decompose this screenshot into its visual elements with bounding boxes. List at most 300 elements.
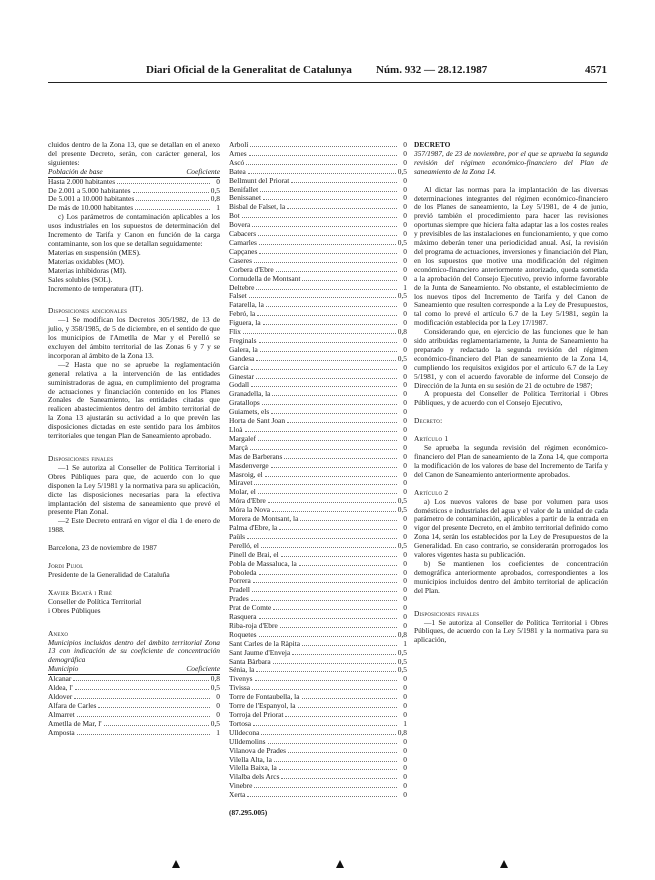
table-row [229, 417, 407, 426]
row-label: De 5.001 a 10.000 habitantes [48, 194, 135, 204]
dot-leader [248, 173, 396, 174]
row-label: Vilella Alta, la [229, 754, 272, 764]
dot-leader [272, 511, 396, 512]
row-value: 0 [403, 140, 407, 149]
dot-leader [256, 378, 397, 379]
table-row [48, 729, 220, 738]
row-label: Prat de Comte [229, 603, 272, 613]
dot-leader [250, 146, 397, 147]
row-value: 0 [403, 514, 407, 524]
preamble-2: Considerando que, en ejercicio de las funciones que le han sido atribuidas reglamentariamente, la Junta de Saneamiento ha preparado y redactado la segunda revisión del régimen económico-financiero del Plan de saneamiento de la Zona 14, cumpliendo los requisitos exigidos por el artículo 6.7 de la Ley 5/1981, y con el acuerdo favorable de informe del Consejo de Dirección de la Junta en su sesión de 21 de octubre de 1987; [414, 327, 608, 390]
row-label: Ginestar [229, 371, 255, 381]
row-value: 0,5 [210, 718, 220, 728]
parameter-list [48, 249, 220, 294]
row-label: Fatarella, la [229, 300, 264, 310]
row-value: 0,8 [397, 327, 407, 337]
table-row [229, 301, 407, 310]
row-value: 0 [403, 692, 407, 702]
row-label: Pinell de Brai, el [229, 549, 279, 559]
table-row [229, 569, 407, 578]
dot-leader [117, 183, 210, 184]
row-value: 1 [403, 718, 407, 728]
issue-number: Núm. 932 — 28.12.1987 [376, 64, 488, 76]
row-value: 0,5 [397, 505, 407, 515]
dot-leader [279, 529, 397, 530]
row-label: Alfara de Carles [48, 700, 97, 710]
row-label: Vilanova de Prades [229, 745, 287, 755]
dot-leader [288, 752, 397, 753]
row-value: 0 [403, 736, 407, 746]
dot-leader [261, 547, 396, 548]
table-row [48, 684, 220, 693]
row-value: 0,5 [397, 665, 407, 675]
dot-leader [256, 289, 397, 290]
row-value: 0 [403, 220, 407, 230]
table-row [48, 675, 220, 684]
dot-leader [268, 502, 396, 503]
dot-leader [258, 235, 397, 236]
dot-leader [251, 600, 397, 601]
row-value: 0,8 [397, 629, 407, 639]
dot-leader [251, 369, 397, 370]
row-label: Bellmunt del Priorat [229, 175, 290, 185]
row-label: Hasta 2.000 habitantes [48, 176, 116, 186]
dot-leader [265, 476, 397, 477]
row-value: 0 [403, 157, 407, 167]
dot-leader [300, 520, 397, 521]
row-label: Falset [229, 291, 247, 301]
row-value: 0 [403, 148, 407, 158]
row-value: 0 [403, 585, 407, 595]
table-row [229, 675, 407, 684]
dot-leader [243, 333, 396, 334]
row-value: 1 [403, 282, 407, 292]
row-value: 0 [216, 691, 220, 701]
table-row [229, 435, 407, 444]
dot-leader [255, 680, 397, 681]
annex-title: Municipios incluidos dentro del ámbito territorial Zona 13 con indicación de su coeficiente de concentración demográfica [48, 637, 220, 665]
table-row [229, 471, 407, 480]
row-label: Deltebre [229, 282, 255, 292]
page-number: 4571 [585, 64, 607, 76]
dot-leader [263, 199, 397, 200]
row-value: 1 [216, 727, 220, 737]
row-label: Vilella Baixa, la [229, 763, 277, 773]
dot-leader [254, 262, 397, 263]
article-2b-text: b) Se mantienen los coeficientes de concentración demográfica anteriormente aprobados, correspondientes a los municipios incluidos dentro del ámbito territorial de aplicación del Plan. [414, 558, 608, 595]
column-middle [229, 141, 407, 818]
row-label: Torre de l'Espanyol, la [229, 701, 296, 711]
row-value: 0 [403, 745, 407, 755]
row-value: 0 [403, 362, 407, 372]
table-row [229, 212, 407, 221]
row-value: 0 [403, 790, 407, 800]
row-label: Ascó [229, 157, 245, 167]
population-table [48, 178, 220, 214]
row-label: De más de 10.000 habitantes [48, 203, 134, 213]
dot-leader [259, 342, 397, 343]
table-row [229, 773, 407, 782]
row-label: Tivenys [229, 674, 253, 684]
row-label: Xerta [229, 790, 246, 800]
dot-leader [276, 271, 397, 272]
dot-leader [259, 636, 396, 637]
dot-leader [299, 565, 397, 566]
row-label: Vilalba dels Arcs [229, 772, 280, 782]
table-row [229, 284, 407, 293]
row-value: 0 [403, 478, 407, 488]
table-row [229, 319, 407, 328]
dot-leader [104, 725, 209, 726]
table-row [229, 159, 407, 168]
dot-leader [242, 217, 397, 218]
place-date: Barcelona, 23 de noviembre de 1987 [48, 543, 157, 553]
paragraph-c: c) Los parámetros de contaminación aplicables a los usos industriales en los supuestos de determinación del Incremento de Tarifa y Canon en función de la carga contaminante, son los que se detallan seguidamente: [48, 212, 220, 248]
table-row [229, 248, 407, 257]
dot-leader [98, 707, 210, 708]
row-label: Ulldecona [229, 727, 260, 737]
adicional-2: —2 Hasta que no se apruebe la reglamentación general relativa a la intervención de las entidades suministradoras de agua, en cumplimiento del programa de actuaciones y financiación contenido en los Planes Zonales de Saneamiento, las entidades citadas que realicen abastecimientos dentro del ámbito territorial de la Zona 13 ajustarán su actividad a lo que prevén las disposiciones dictadas en este sentido para los ámbitos territoriales que tengan Plan de Saneamiento aprobado. [48, 359, 220, 441]
row-label: Pobla de Massaluca, la [229, 558, 297, 568]
row-label: Poboleda [229, 567, 257, 577]
row-value: 0 [403, 701, 407, 711]
col-head-coefficient: Coeficiente [186, 166, 220, 176]
col-head-coefficient: Coeficiente [186, 664, 220, 674]
row-label: Móra la Nova [229, 505, 271, 515]
row-label: Almarret [48, 709, 75, 719]
dot-leader [247, 538, 397, 539]
row-label: Torre de Fontaubella, la [229, 692, 300, 702]
row-label: Febró, la [229, 309, 256, 319]
row-value: 0 [403, 620, 407, 630]
municipality-table-continued [229, 141, 407, 800]
dot-leader [291, 182, 397, 183]
dot-leader [73, 680, 208, 681]
dot-leader [292, 654, 395, 655]
dot-leader [263, 324, 397, 325]
row-value: 0,8 [210, 674, 220, 684]
row-value: 0 [216, 700, 220, 710]
annex-heading: Anexo [48, 628, 69, 638]
dot-leader [262, 404, 397, 405]
dot-leader [273, 609, 397, 610]
row-value: 0,5 [397, 166, 407, 176]
dot-leader [261, 734, 395, 735]
row-value: 0,8 [210, 194, 220, 204]
dot-leader [252, 226, 397, 227]
row-label: Bovera [229, 220, 251, 230]
table-row [229, 711, 407, 720]
page-header [48, 66, 607, 80]
row-label: Rasquera [229, 612, 257, 622]
dot-leader [251, 386, 397, 387]
dot-leader [136, 200, 209, 201]
row-label: Corbera d'Ebre [229, 264, 274, 274]
section-heading-finales: Disposiciones finales [414, 608, 480, 618]
dot-leader [271, 413, 397, 414]
reference-number: (87.295.005) [229, 808, 268, 818]
row-value: 0 [403, 335, 407, 345]
section-heading-adicionales: Disposiciones adicionales [48, 306, 128, 316]
row-label: Ametlla de Mar, l' [48, 718, 102, 728]
row-label: Móra d'Ebre [229, 496, 266, 506]
column-left [48, 141, 220, 737]
municipality-table-header [48, 665, 220, 675]
row-label: Caseres [229, 255, 252, 265]
row-label: Perelló, el [229, 540, 259, 550]
row-label: Miravet [229, 478, 253, 488]
dot-leader [250, 449, 397, 450]
row-value: 0 [403, 309, 407, 319]
row-value: 0 [403, 576, 407, 586]
dot-leader [256, 671, 395, 672]
decree-label: Decreto: [414, 416, 443, 426]
table-row [229, 364, 407, 373]
table-row [229, 524, 407, 533]
col-head-population: Población de base [48, 166, 103, 176]
row-value: 1 [403, 638, 407, 648]
row-value: 0 [216, 709, 220, 719]
dot-leader [281, 778, 397, 779]
row-label: Mas de Barberans [229, 451, 283, 461]
binding-mark-icon [500, 860, 508, 868]
row-label: Santa Bàrbara [229, 656, 271, 666]
row-value: 0,5 [397, 647, 407, 657]
row-value: 0 [403, 487, 407, 497]
row-label: Bisbal de Falset, la [229, 202, 286, 212]
dot-leader [135, 209, 210, 210]
row-value: 0 [403, 380, 407, 390]
dot-leader [285, 716, 397, 717]
row-label: Galera, la [229, 344, 258, 354]
dot-leader [302, 645, 397, 646]
row-value: 0,5 [397, 540, 407, 550]
table-row [229, 141, 407, 150]
dot-leader [271, 467, 397, 468]
binding-mark-icon [172, 860, 180, 868]
row-label: Pradell [229, 585, 250, 595]
signer-name: Jordi Pujol [48, 561, 84, 571]
row-value: 0 [403, 710, 407, 719]
dot-leader [259, 618, 398, 619]
adicional-1: —1 Se modifican los Decretos 305/1982, de 13 de julio, y 358/1985, de 5 de diciembre, en el sentido de que los municipios de l'Ametlla de Mar y el Perelló se excluyen del ámbito territorial de las Zonas 6 y 7 y se incorporan al ámbito de la Zona 13. [48, 315, 220, 360]
row-label: Sénia, la [229, 665, 255, 675]
row-label: Morera de Montsant, la [229, 514, 299, 524]
article-1-text: Se aprueba la segunda revisión del régimen económico-financiero del Plan de saneamiento de la Zona 14, que comporta la modificación de los valores de base del Incremento de Tarifa y del Canon de Saneamiento anteriormente aprobados. [414, 443, 608, 479]
dot-leader [245, 431, 397, 432]
decree-heading: DECRETO [414, 140, 451, 149]
row-label: Amposta [48, 727, 75, 737]
table-row [229, 658, 407, 667]
dot-leader [279, 769, 397, 770]
table-row [229, 373, 407, 382]
row-label: Cornudella de Montsant [229, 273, 301, 283]
row-value: 0 [403, 567, 407, 577]
row-value: 0 [403, 389, 407, 399]
dot-leader [249, 155, 397, 156]
table-row [229, 203, 407, 212]
dot-leader [302, 698, 398, 699]
final-2: —2 Este Decreto entrará en vigor el día 1 de enero de 1988. [48, 516, 220, 535]
row-value: 0 [403, 469, 407, 479]
dot-leader [280, 627, 397, 628]
dot-leader [75, 689, 209, 690]
row-label: Garcia [229, 362, 249, 372]
dot-leader [256, 360, 395, 361]
row-label: Arbolí [229, 140, 249, 149]
row-label: Riba-roja d'Ebre [229, 620, 278, 630]
dot-leader [287, 208, 397, 209]
preamble-3: A propuesta del Conseller de Política Territorial i Obres Públiques, y de acuerdo con el Consejo Ejecutivo, [414, 389, 608, 408]
municipality-table [48, 675, 220, 737]
row-label: Gratallops [229, 398, 260, 408]
row-value: 0 [403, 460, 407, 470]
row-value: 0 [403, 433, 407, 443]
row-label: Roquetes [229, 629, 257, 639]
row-value: 0 [403, 344, 407, 354]
row-value: 0 [403, 246, 407, 256]
row-value: 0 [403, 398, 407, 408]
row-label: De 2.001 a 5.000 habitantes [48, 185, 131, 195]
row-label: Masroig, el [229, 469, 263, 479]
table-row [229, 791, 407, 800]
table-row [229, 355, 407, 364]
row-value: 0 [216, 176, 220, 186]
row-label: Sant Jaume d'Enveja [229, 647, 291, 657]
row-value: 0 [403, 594, 407, 604]
row-value: 0 [403, 407, 407, 417]
list-item: Materias inhibidoras (MI). [48, 265, 127, 275]
table-row [229, 782, 407, 791]
row-value: 0,5 [210, 185, 220, 195]
dot-leader [133, 192, 209, 193]
row-value: 0,5 [210, 683, 220, 693]
dot-leader [77, 734, 210, 735]
row-label: Palma d'Ebre, la [229, 522, 278, 532]
row-value: 0 [403, 549, 407, 559]
row-label: Vinebre [229, 781, 253, 791]
article-2-label: Artículo 2 [414, 487, 449, 497]
row-label: Benissanet [229, 193, 262, 203]
final-1: —1 Se autoriza al Conseller de Política Territorial i Obres Públiques para que, de acuerdo con lo que disponen la Ley 5/1981 y la normativa para su aplicación, dicte las disposiciones necesarias para la efectiva implantación del sistema de saneamiento que prevé el presente Plan Zonal. [48, 462, 220, 517]
journal-title: Diari Oficial de la Generalitat de Catalunya [146, 64, 352, 76]
row-value: 0 [403, 683, 407, 693]
dot-leader [259, 244, 396, 245]
row-value: 0 [403, 425, 407, 434]
dot-leader [254, 484, 397, 485]
dot-leader [258, 440, 397, 441]
row-value: 0 [403, 229, 407, 239]
dot-leader [273, 663, 396, 664]
col-head-municipality: Municipio [48, 664, 79, 674]
row-value: 0,5 [397, 353, 407, 363]
dot-leader [268, 743, 397, 744]
article-2a-text: a) Los nuevos valores de base por volumen para usos domésticos e industriales del agua y el valor de la unidad de cada parámetro de contaminación, aplicables a partir de la entrada en vigor del presente Decreto, en el ámbito territorial definido como Zona 14, serán los establecidos por la Ley de Presupuestos de la Generalidad. En caso contrario, se considerarán prorrogados los valores vigentes hasta su publicación. [414, 496, 608, 560]
row-value: 0 [403, 184, 407, 194]
dot-leader [249, 297, 396, 298]
dot-leader [281, 556, 397, 557]
dot-leader [287, 422, 397, 423]
row-value: 0 [403, 264, 407, 274]
dot-leader [259, 253, 397, 254]
row-value: 0 [403, 318, 407, 328]
row-value: 0 [403, 531, 407, 541]
dot-leader [252, 591, 397, 592]
row-value: 0 [403, 371, 407, 381]
table-row [229, 346, 407, 355]
row-value: 0 [403, 674, 407, 684]
row-value: 0 [403, 522, 407, 532]
signer-role: Presidente de la Generalidad de Cataluña [48, 569, 170, 579]
row-label: Camarles [229, 237, 257, 247]
decree-summary: 357/1987, de 23 de noviembre, por el que se aprueba la segunda revisión del régimen económico-financiero del Plan de saneamiento de la Zona 14. [414, 148, 608, 176]
row-label: Margalef [229, 433, 256, 443]
row-value: 0 [403, 612, 407, 622]
row-value: 0 [403, 175, 407, 185]
table-row [229, 666, 407, 675]
dot-leader [260, 351, 397, 352]
dot-leader [298, 707, 398, 708]
row-value: 0 [403, 193, 407, 203]
preamble-1: Al dictar las normas para la implantación de las diversas determinaciones integrantes del régimen económico-financiero de los Planes de saneamiento, la Ley 5/1981, de 4 de junio, previó también el procedimiento para hacer las revisiones oportunas siempre que hiciera falta adaptar las a los costes reales y previsibles de las instalaciones en funcionamiento, y que como máximo deberán tener una periodicidad anual. Así, la revisión del programa de actuaciones, inversiones y financiación del Plan, en los supuestos que motive una modificación del régimen económico-financiero anteriormente autorizado, queda sometida a la aprobación del Consejo Ejecutivo, previo informe favorable de la Junta de Saneamiento. No obstante, el establecimiento de los nuevos tipos del Incremento de Tarifa y del Canon de Saneamiento que resulten corresponde a la Ley de Presupuestos, tal como lo prevé el artículo 6.7 de la Ley 5/1981, según la modificación establecida por la Ley 17/1987. [414, 184, 608, 328]
dot-leader [266, 306, 397, 307]
row-label: Paüls [229, 531, 246, 541]
row-value: 0 [403, 255, 407, 265]
row-value: 0 [403, 202, 407, 212]
row-value: 0,5 [397, 291, 407, 301]
row-value: 0,5 [397, 496, 407, 506]
binding-mark-icon [336, 860, 344, 868]
table-row [229, 150, 407, 159]
dot-leader [258, 493, 397, 494]
table-row [229, 275, 407, 284]
dot-leader [257, 315, 397, 316]
row-label: Masdenverge [229, 460, 269, 470]
dot-leader [259, 574, 397, 575]
row-label: Gandesa [229, 353, 255, 363]
row-label: Tivissa [229, 683, 251, 693]
row-label: Molar, el [229, 487, 256, 497]
row-label: Tortosa [229, 718, 252, 728]
list-item: Materias oxidables (MO). [48, 256, 125, 266]
row-value: 0 [403, 300, 407, 310]
section-heading-finales: Disposiciones finales [48, 454, 114, 463]
dot-leader [252, 689, 397, 690]
row-value: 1 [216, 203, 220, 213]
signer-role: Conseller de Política Territorial [48, 596, 142, 606]
row-label: Torroja del Priorat [229, 710, 284, 719]
signer-role: i Obres Públiques [48, 605, 101, 615]
row-label: Granadella, la [229, 389, 271, 399]
row-label: Guiamets, els [229, 407, 270, 417]
row-label: Capçanes [229, 246, 258, 256]
dot-leader [253, 725, 397, 726]
row-label: Freginals [229, 335, 257, 345]
intro-text: cluidos dentro de la Zona 13, que se detallan en el anexo del presente Decreto, serán, con carácter general, los siguientes: [48, 140, 220, 167]
row-label: Bot [229, 211, 240, 221]
row-label: Batea [229, 166, 246, 176]
dot-leader [246, 164, 397, 165]
list-item: Incremento de temperatura (IT). [48, 283, 144, 293]
final-1: —1 Se autoriza al Conseller de Política Territorial i Obres Públiques, de acuerdo con la Ley 5/1981 y la normativa para su aplicación, [414, 617, 608, 645]
table-row [229, 586, 407, 595]
row-label: Porrera [229, 576, 251, 586]
dot-leader [274, 761, 397, 762]
row-label: Arnes [229, 148, 247, 158]
row-value: 0 [403, 772, 407, 782]
column-right [414, 141, 608, 645]
list-item: Sales solubles (SOL). [48, 274, 113, 284]
